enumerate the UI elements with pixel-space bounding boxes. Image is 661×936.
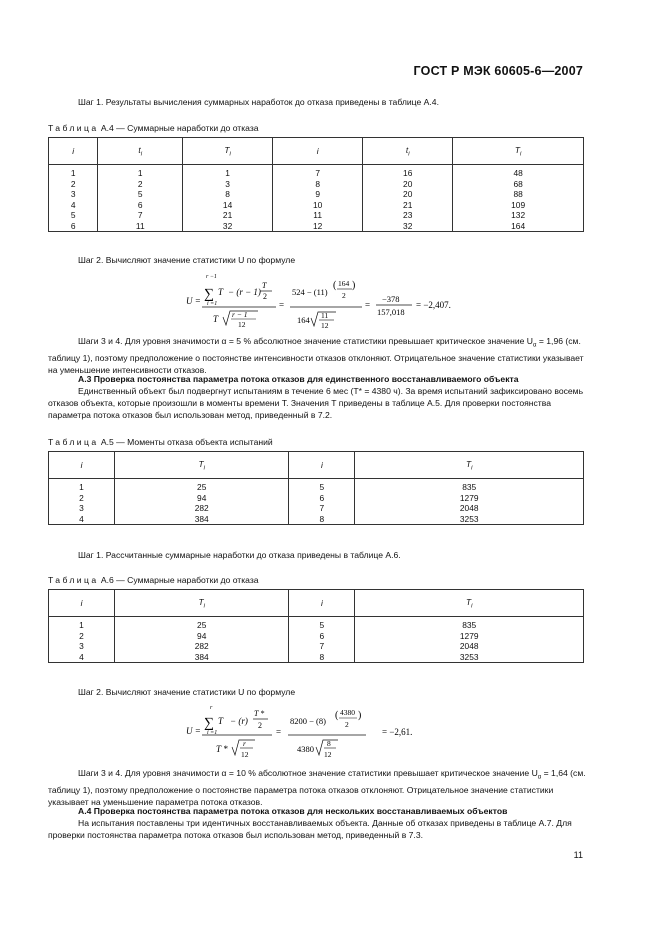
- table-header-row: [49, 452, 584, 479]
- mid-den-c: 12: [324, 750, 332, 759]
- table-cell: 2048: [355, 641, 584, 652]
- table-a4-caption: [48, 123, 259, 133]
- table-cell: 6: [289, 493, 355, 504]
- step2-text: Шаг 2. Вычисляют значение статистики U по формуле: [78, 255, 296, 265]
- table-cell: 4: [49, 514, 115, 525]
- table-cell: 14: [183, 200, 273, 211]
- eq1: =: [279, 300, 285, 310]
- table-cell: 384: [115, 652, 289, 663]
- sum-upper: r −1: [206, 274, 217, 280]
- table-cell: 1: [49, 165, 98, 179]
- table-cell: 5: [98, 189, 183, 200]
- table-cell: 25: [115, 479, 289, 493]
- table-cell: 2: [98, 179, 183, 190]
- formula-lhs: U =: [186, 726, 201, 736]
- result: = −2,61.: [382, 727, 413, 737]
- col-header: $t_i$: [363, 138, 453, 165]
- num-minus: − (r): [230, 716, 248, 726]
- col-header: $T_i$: [115, 590, 289, 617]
- table-cell: 835: [355, 617, 584, 631]
- sum-symbol: ∑: [204, 287, 214, 302]
- caption-label: Таблица: [48, 123, 99, 133]
- table-cell: 2: [49, 493, 115, 504]
- table-cell: 21: [183, 210, 273, 221]
- table-cell: 1: [49, 479, 115, 493]
- eq2: =: [365, 300, 371, 310]
- table-cell: 20: [363, 189, 453, 200]
- table-cell: 1279: [355, 631, 584, 642]
- table-cell: 3: [49, 189, 98, 200]
- table-cell: 3: [49, 503, 115, 514]
- mid-frac-top: 164: [338, 279, 350, 288]
- table-cell: 10: [273, 200, 363, 211]
- table-a6: [48, 589, 584, 663]
- col-header: i: [49, 590, 115, 617]
- table-cell: 68: [453, 179, 584, 190]
- table-cell: 1: [49, 617, 115, 631]
- table-cell: 7: [273, 165, 363, 179]
- den-t: T: [213, 314, 219, 324]
- formula-u-a4: [180, 268, 480, 332]
- section-a4-text: На испытания поставлены три идентичных восстанавливаемых объекта. Данные об отказах приведены в таблице А.7. Для проверки постоянства параметра потока отказов был использован метод, приведенный в 7.3.: [48, 818, 572, 840]
- table-cell: 5: [289, 617, 355, 631]
- col-header: $T_i$: [355, 452, 584, 479]
- table-row: [49, 617, 584, 631]
- table-cell: 5: [49, 210, 98, 221]
- table-a4: [48, 137, 584, 232]
- table-cell: 3: [49, 641, 115, 652]
- table-cell: 11: [273, 210, 363, 221]
- table-cell: 8: [289, 514, 355, 525]
- step2-a6-text: Шаг 2. Вычисляют значение статистики U по формуле: [78, 687, 296, 697]
- num-t: T: [218, 716, 224, 726]
- den-r1: r − 1: [232, 310, 248, 319]
- col-header: i: [273, 138, 363, 165]
- mid-den-b: 8: [327, 739, 331, 748]
- frac-two: 2: [258, 721, 262, 730]
- col-header: $T_i$: [355, 590, 584, 617]
- table-cell: 4: [49, 652, 115, 663]
- table-cell: 3253: [355, 652, 584, 663]
- eq1: =: [276, 727, 282, 737]
- table-cell: 282: [115, 641, 289, 652]
- table-cell: 7: [289, 641, 355, 652]
- sum-symbol: ∑: [204, 716, 214, 731]
- table-a6-caption: [48, 575, 259, 585]
- caption-text: А.6 — Суммарные наработки до отказа: [100, 575, 259, 585]
- table-cell: 164: [453, 221, 584, 232]
- table-cell: 11: [98, 221, 183, 232]
- frac-top: T *: [254, 709, 265, 718]
- result: = −2,407.: [416, 300, 451, 310]
- table-a5: [48, 451, 584, 525]
- caption-text: А.4 — Суммарные наработки до отказа: [100, 123, 259, 133]
- table-cell: 7: [98, 210, 183, 221]
- step1-a6-text: Шаг 1. Рассчитанные суммарные наработки до отказа приведены в таблице А.6.: [78, 550, 401, 560]
- table-row: [49, 652, 584, 663]
- formula-lhs: U =: [186, 296, 201, 306]
- table-cell: 20: [363, 179, 453, 190]
- table-row: [49, 493, 584, 504]
- table-cell: 282: [115, 503, 289, 514]
- mid-num: 8200 − (8): [290, 716, 326, 726]
- num-t: T: [218, 287, 224, 297]
- table-cell: 5: [289, 479, 355, 493]
- table-row: [49, 200, 584, 211]
- col-header: $T_i$: [115, 452, 289, 479]
- mid-frac-two: 2: [345, 720, 349, 729]
- caption-label: Таблица: [48, 575, 99, 585]
- table-row: [49, 221, 584, 232]
- frac-top: T: [262, 281, 267, 290]
- svg-text:(: (: [333, 280, 337, 291]
- table-row: [49, 514, 584, 525]
- svg-text:): ): [352, 280, 356, 291]
- table-cell: 2: [49, 631, 115, 642]
- table-row: [49, 641, 584, 652]
- page-header: ГОСТ Р МЭК 60605-6—2007: [413, 64, 583, 78]
- table-cell: 8: [273, 179, 363, 190]
- table-cell: 3: [183, 179, 273, 190]
- table-header-row: [49, 590, 584, 617]
- svg-text:(: (: [335, 710, 339, 721]
- page-number: 11: [573, 850, 583, 860]
- table-cell: 94: [115, 493, 289, 504]
- table-cell: 7: [289, 503, 355, 514]
- table-row: [49, 189, 584, 200]
- num-minus: − (r − 1): [228, 287, 261, 297]
- table-cell: 9: [273, 189, 363, 200]
- step1-text: Шаг 1. Результаты вычисления суммарных наработок до отказа приведены в таблице А.4.: [78, 97, 439, 107]
- steps34-b-paragraph: Шаги 3 и 4. Для уровня значимости α = 10 % абсолютное значение статистики превышает критическое значение $U_\alpha = 1,64$ (см. таблицу 1), поэтому предположение о постоянстве параметра потока отказов отклоняют. Отрицательное значение статистики указывает на уменьшение параметра потока отказов.: [48, 768, 586, 807]
- table-cell: 6: [49, 221, 98, 232]
- section-a4-title: А.4 Проверка постоянства параметра потока отказов для нескольких восстанавливаемых объектов: [78, 806, 508, 816]
- table-cell: 132: [453, 210, 584, 221]
- section-a3-title: А.3 Проверка постоянства параметра потока отказов для единственного восстанавливаемого объекта: [78, 374, 519, 384]
- table-cell: 25: [115, 617, 289, 631]
- col-header: $T_i$: [453, 138, 584, 165]
- table-cell: 32: [363, 221, 453, 232]
- table-cell: 1: [98, 165, 183, 179]
- svg-text:): ): [358, 710, 362, 721]
- frac-two: 2: [263, 292, 267, 301]
- formula-u-a6: [180, 700, 460, 762]
- table-cell: 1: [183, 165, 273, 179]
- den-r: r: [243, 739, 246, 748]
- col-header: i: [289, 590, 355, 617]
- sum-lower: i =1: [207, 301, 218, 307]
- mid-frac-top: 4380: [340, 708, 355, 717]
- col-header: i: [49, 452, 115, 479]
- table-cell: 48: [453, 165, 584, 179]
- steps34-paragraph: Шаги 3 и 4. Для уровня значимости α = 5 % абсолютное значение статистики превышает критическое значение $U_\alpha = 1,96$ (см. таблицу 1), поэтому предположение о постоянстве интенсивности отказов отклоняют. Отрицательное значение статистики указывает на уменьшение интенсивности отказов.: [48, 336, 584, 375]
- table-row: [49, 479, 584, 493]
- table-header-row: [49, 138, 584, 165]
- table-cell: 6: [289, 631, 355, 642]
- table-cell: 32: [183, 221, 273, 232]
- col-header: i: [289, 452, 355, 479]
- col-header: $t_i$: [98, 138, 183, 165]
- table-cell: 4: [49, 200, 98, 211]
- mid-num: 524 − (11): [292, 287, 328, 297]
- table-cell: 88: [453, 189, 584, 200]
- table-cell: 21: [363, 200, 453, 211]
- table-cell: 3253: [355, 514, 584, 525]
- table-cell: 1279: [355, 493, 584, 504]
- mid-den-a: 4380: [297, 744, 314, 754]
- table-cell: 94: [115, 631, 289, 642]
- den-12: 12: [241, 750, 249, 759]
- col-header: i: [49, 138, 98, 165]
- den-12: 12: [238, 320, 246, 329]
- table-row: [49, 165, 584, 179]
- table-cell: 2: [49, 179, 98, 190]
- table-cell: 16: [363, 165, 453, 179]
- caption-text: А.5 — Моменты отказа объекта испытаний: [100, 437, 273, 447]
- table-cell: 835: [355, 479, 584, 493]
- den-t: T *: [216, 744, 228, 754]
- section-a3-text: Единственный объект был подвергнут испытаниям в течение 6 мес (T* = 4380 ч). За время испытаний зафиксировано восемь отказов объекта, которые произошли в моменты времени T. Значения T приведены в таблице А.5. Для проверки постоянства параметра потока отказов был использован метод, приведенный в 7.2.: [48, 386, 584, 420]
- table-cell: 23: [363, 210, 453, 221]
- caption-label: Таблица: [48, 437, 99, 447]
- sum-upper: r: [210, 705, 213, 711]
- table-cell: 6: [98, 200, 183, 211]
- sum-lower: i =1: [207, 730, 218, 736]
- mid-den-c: 12: [321, 321, 329, 330]
- mid-frac-two: 2: [342, 291, 346, 300]
- r-num: −378: [382, 294, 400, 304]
- table-cell: 8: [183, 189, 273, 200]
- table-a5-caption: [48, 437, 273, 447]
- col-header: $T_i$: [183, 138, 273, 165]
- table-row: [49, 210, 584, 221]
- table-cell: 109: [453, 200, 584, 211]
- table-cell: 8: [289, 652, 355, 663]
- table-row: [49, 179, 584, 190]
- mid-den-b: 11: [321, 311, 329, 320]
- mid-den-a: 164: [297, 315, 310, 325]
- table-cell: 384: [115, 514, 289, 525]
- r-den: 157,018: [377, 307, 405, 317]
- table-cell: 12: [273, 221, 363, 232]
- table-row: [49, 631, 584, 642]
- table-row: [49, 503, 584, 514]
- table-cell: 2048: [355, 503, 584, 514]
